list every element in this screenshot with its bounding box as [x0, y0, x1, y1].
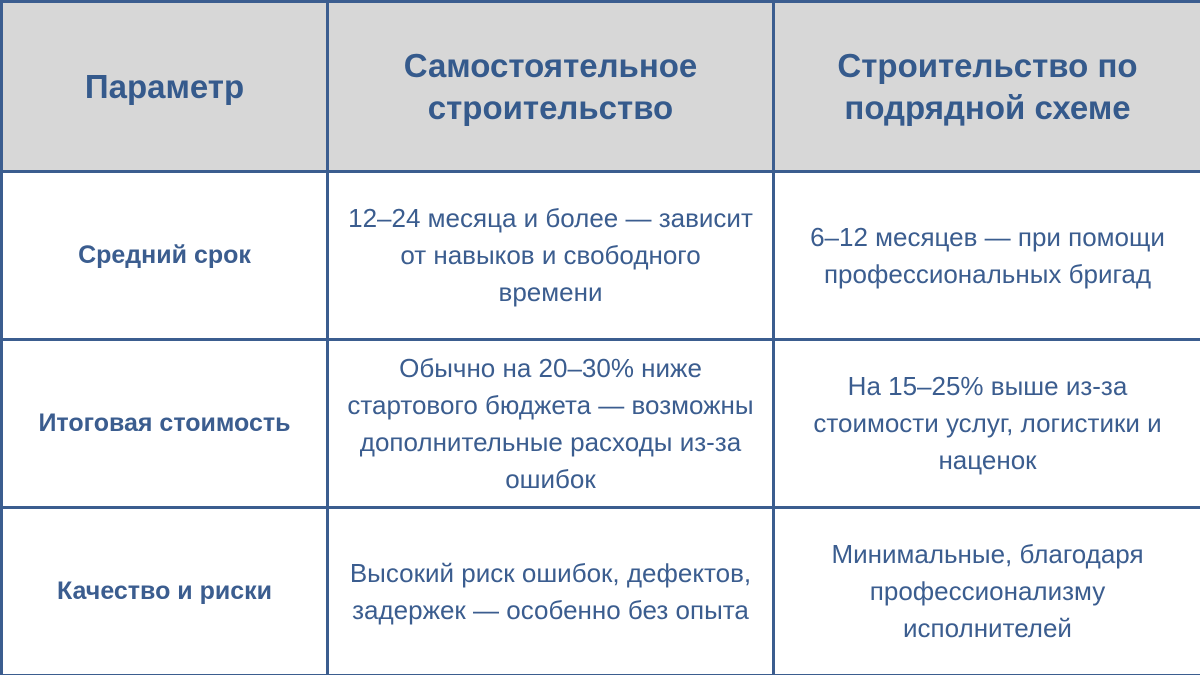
row-contractor-cell: 6–12 месяцев — при помощи профессиональных бригад [774, 172, 1200, 340]
row-self-build-cell: 12–24 месяца и более — зависит от навыков и свободного времени [328, 172, 774, 340]
row-self-build-cell: Обычно на 20–30% ниже стартового бюджета — возможны дополнительные расходы из-за ошибок [328, 340, 774, 508]
row-parameter-cell: Итоговая стоимость [2, 340, 328, 508]
table-row [2, 508, 1200, 675]
row-contractor-cell: Минимальные, благодаря профессионализму исполнителей [774, 508, 1200, 675]
row-contractor-cell: На 15–25% выше из-за стоимости услуг, логистики и наценок [774, 340, 1200, 508]
table-row [2, 340, 1200, 508]
table-header-row [2, 2, 1200, 172]
row-parameter-cell: Качество и риски [2, 508, 328, 675]
row-parameter-cell: Средний срок [2, 172, 328, 340]
header-contractor: Строительство по подрядной схеме [774, 2, 1200, 172]
table-row [2, 172, 1200, 340]
row-self-build-cell: Высокий риск ошибок, дефектов, задержек — особенно без опыта [328, 508, 774, 675]
header-parameter: Параметр [2, 2, 328, 172]
header-self-build: Самостоятельное строительство [328, 2, 774, 172]
